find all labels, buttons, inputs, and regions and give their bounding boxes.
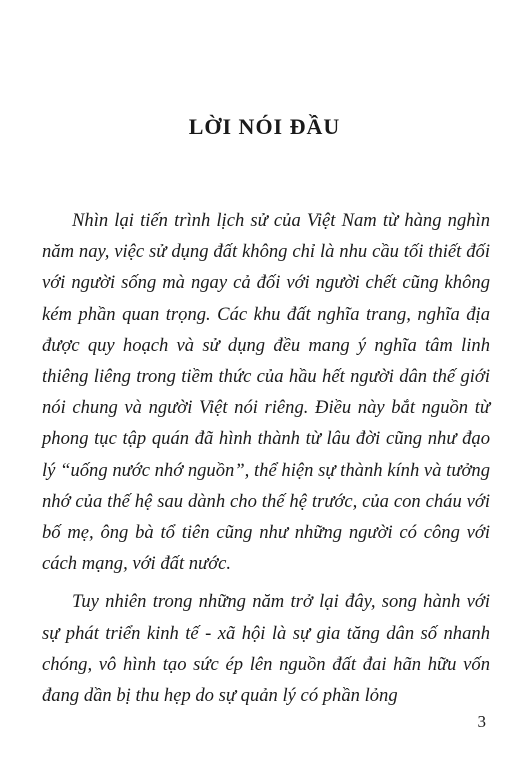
page-title: LỜI NÓI ĐẦU <box>188 114 341 139</box>
paragraph-2: Tuy nhiên trong những năm trở lại đây, song hành với sự phát triển kinh tế - xã hội là sự gia tăng dân số nhanh chóng, vô hình tạo sức ép lên nguồn đất đai hãn hữu vốn đang dần bị thu hẹp do sự quản lý có phần lỏng <box>42 591 490 707</box>
body-text <box>42 205 490 718</box>
paragraph-1: Nhìn lại tiến trình lịch sử của Việt Nam từ hàng nghìn năm nay, việc sử dụng đất không chỉ là nhu cầu tối thiết đối với người sống mà ngay cả đối với người chết cũng không kém phần quan trọng. Các khu đất nghĩa trang, nghĩa địa được quy hoạch và sử dụng đều mang ý nghĩa tâm linh thiêng liêng trong tiềm thức của hầu hết người dân thế giới nói chung và người Việt nói riêng. Điều này bắt nguồn từ phong tục tập quán đã hình thành từ lâu đời cũng như đạo lý “uống nước nhớ nguồn”, thể hiện sự thành kính và tưởng nhớ của thế hệ sau dành cho thế hệ trước, của con cháu với bố mẹ, ông bà tổ tiên cũng như những người có công với cách mạng, với đất nước. <box>42 210 490 575</box>
page-number: 3 <box>477 712 486 731</box>
